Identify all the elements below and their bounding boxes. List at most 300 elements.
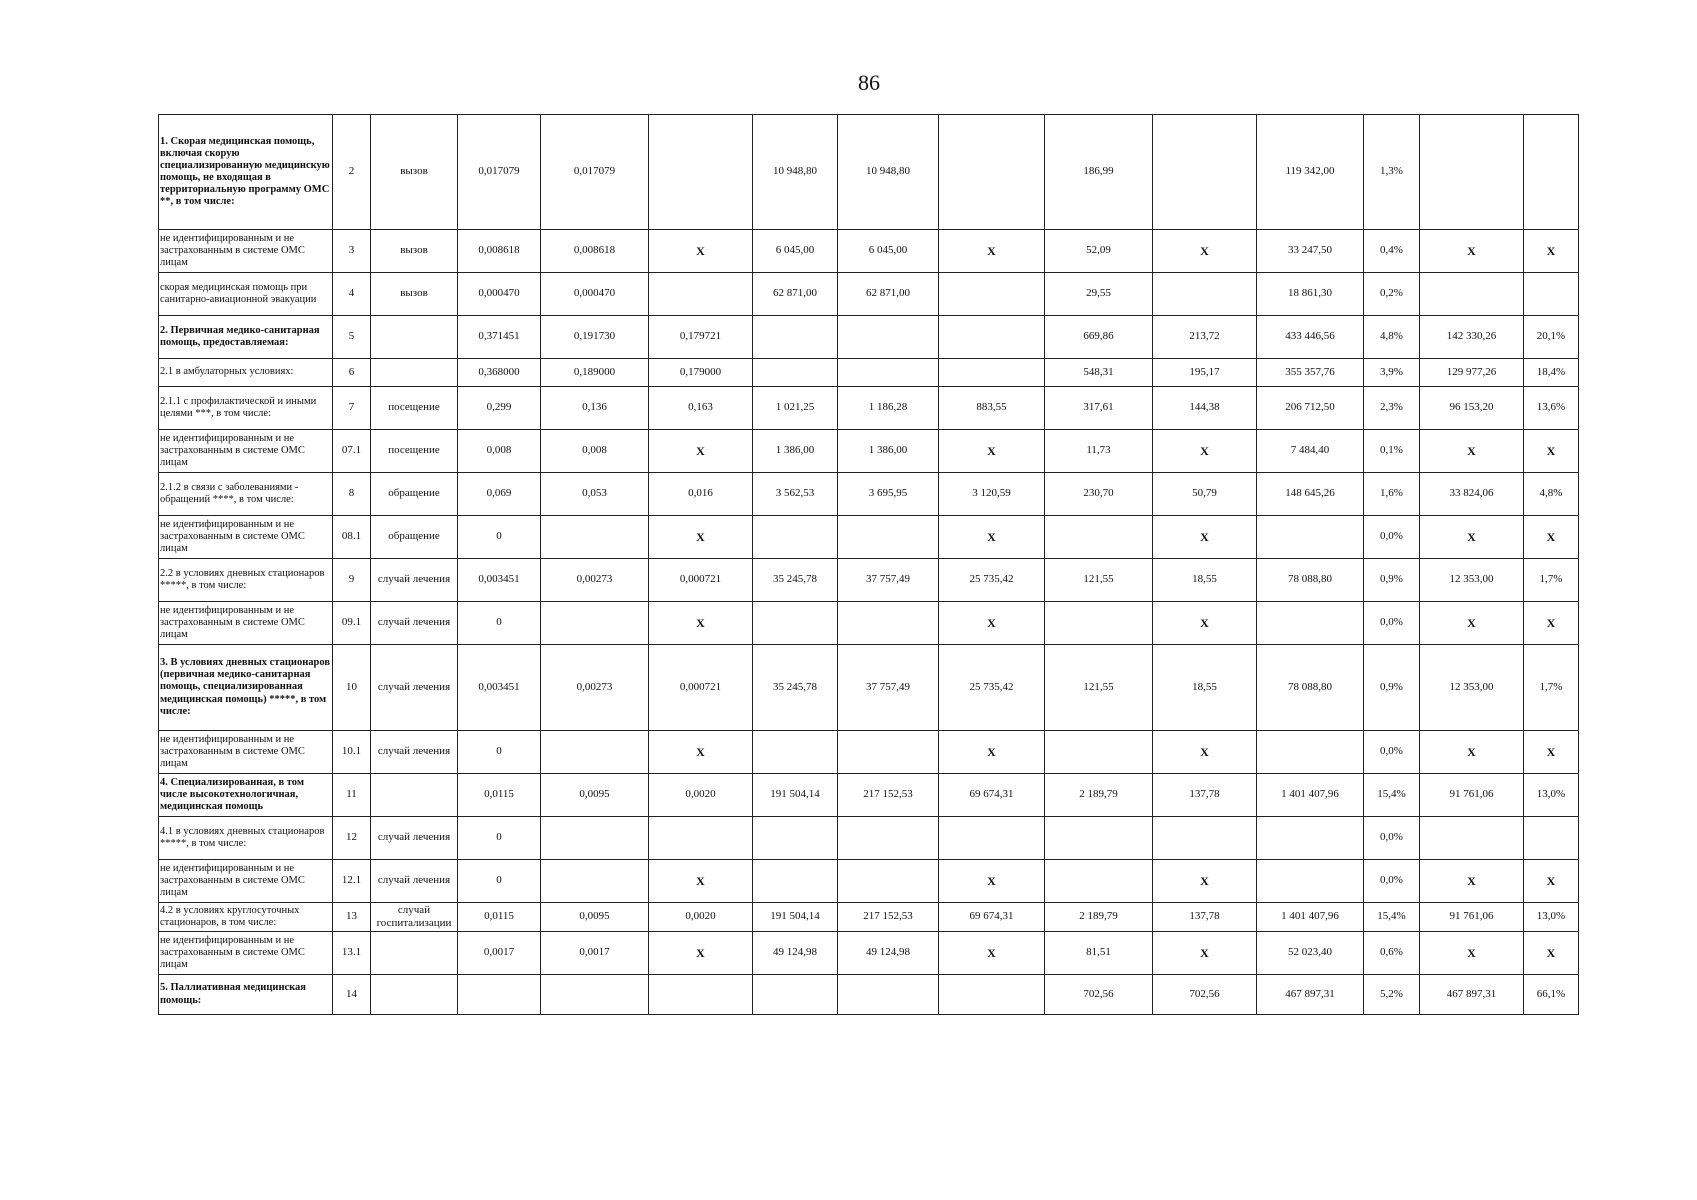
table-cell [371,316,458,359]
table-cell [1524,115,1579,230]
table-cell: 14 [333,975,371,1015]
table-cell: 96 153,20 [1420,387,1524,430]
table-cell: 33 247,50 [1257,230,1364,273]
table-cell: 0 [458,817,541,860]
table-cell: 148 645,26 [1257,473,1364,516]
row-label: 2.2 в условиях дневных стационаров *****, в том числе: [159,559,333,602]
table-cell: 467 897,31 [1420,975,1524,1015]
table-cell [541,731,649,774]
table-row [159,473,1579,516]
table-cell [1045,602,1153,645]
table-cell: X [939,860,1045,903]
table-cell: посещение [371,430,458,473]
row-label: скорая медицинская помощь при санитарно-авиационной эвакуации [159,273,333,316]
table-cell [838,817,939,860]
row-label: 2.1.1 с профилактической и иными целями ***, в том числе: [159,387,333,430]
table-cell: 1,3% [1364,115,1420,230]
table-cell [1045,817,1153,860]
table-cell [541,516,649,559]
table-cell: 1,7% [1524,559,1579,602]
table-cell: 0,4% [1364,230,1420,273]
table-cell: 121,55 [1045,645,1153,731]
table-cell [649,115,753,230]
table-cell: 09.1 [333,602,371,645]
table-cell: 20,1% [1524,316,1579,359]
table-cell: 08.1 [333,516,371,559]
table-cell: 91 761,06 [1420,774,1524,817]
table-row [159,645,1579,731]
table-cell [1257,602,1364,645]
table-cell: 69 674,31 [939,903,1045,932]
row-label: не идентифицированным и не застрахованным в системе ОМС лицам [159,516,333,559]
table-cell: X [649,230,753,273]
table-cell: 5,2% [1364,975,1420,1015]
table-cell: X [1420,430,1524,473]
table-cell: 0,000470 [541,273,649,316]
table-body [159,115,1579,1015]
table-cell: X [1153,932,1257,975]
table-cell [1420,115,1524,230]
table-cell [838,731,939,774]
table-cell: 18 861,30 [1257,273,1364,316]
table-cell: 1,7% [1524,645,1579,731]
table-cell [1524,273,1579,316]
table-cell: 5 [333,316,371,359]
table-cell [1153,273,1257,316]
table-cell [649,975,753,1015]
table-cell: X [1420,932,1524,975]
table-row [159,731,1579,774]
table-cell [939,273,1045,316]
table-cell: 49 124,98 [753,932,838,975]
row-label: 3. В условиях дневных стационаров (первичная медико-санитарная помощь, специализированная медицинская помощь) *****, в том числе: [159,645,333,731]
table-cell: 0,0% [1364,602,1420,645]
table-cell: X [1153,430,1257,473]
table-cell: 07.1 [333,430,371,473]
table-cell: 0,0020 [649,903,753,932]
table-cell: 37 757,49 [838,645,939,731]
table-cell [838,602,939,645]
table-cell: 25 735,42 [939,645,1045,731]
table-cell [1524,817,1579,860]
table-cell: 62 871,00 [838,273,939,316]
table-cell: 15,4% [1364,903,1420,932]
table-row [159,359,1579,387]
table-cell: 2 189,79 [1045,774,1153,817]
table-cell: 0,9% [1364,645,1420,731]
table-cell: X [1420,860,1524,903]
table-cell: X [1420,602,1524,645]
table-cell: 0,00273 [541,645,649,731]
table-cell: 0,0% [1364,860,1420,903]
table-row [159,817,1579,860]
table-cell: 0,0% [1364,731,1420,774]
table-cell: 12 353,00 [1420,645,1524,731]
table-cell: X [939,430,1045,473]
table-cell [753,731,838,774]
table-row [159,430,1579,473]
table-cell: X [649,602,753,645]
table-cell: 13 [333,903,371,932]
table-cell: 206 712,50 [1257,387,1364,430]
table-cell: X [649,516,753,559]
table-cell: 78 088,80 [1257,645,1364,731]
row-label: не идентифицированным и не застрахованным в системе ОМС лицам [159,731,333,774]
table-cell: 191 504,14 [753,774,838,817]
table-cell: X [649,860,753,903]
table-cell: 0,016 [649,473,753,516]
table-cell: 11,73 [1045,430,1153,473]
table-cell: X [939,230,1045,273]
table-cell: 3,9% [1364,359,1420,387]
table-cell: 12.1 [333,860,371,903]
table-cell: 6 [333,359,371,387]
table-cell: 3 562,53 [753,473,838,516]
table-cell: X [1153,516,1257,559]
table-cell: случай лечения [371,559,458,602]
table-cell: 13,0% [1524,903,1579,932]
table-cell: 0,008618 [541,230,649,273]
table-cell: X [1420,516,1524,559]
table-cell: X [1524,731,1579,774]
table-cell: X [939,932,1045,975]
table-row [159,903,1579,932]
table-cell [939,975,1045,1015]
row-label: 2.1.2 в связи с заболеваниями - обращений ****, в том числе: [159,473,333,516]
table-cell: X [649,932,753,975]
table-cell: X [1524,516,1579,559]
table-cell [541,975,649,1015]
table-cell: 0,0020 [649,774,753,817]
row-label: 4.1 в условиях дневных стационаров *****, в том числе: [159,817,333,860]
table-cell: 0,0095 [541,903,649,932]
table-cell: случай лечения [371,602,458,645]
table-cell: 62 871,00 [753,273,838,316]
table-cell: 0 [458,860,541,903]
table-cell: 69 674,31 [939,774,1045,817]
table-cell: 142 330,26 [1420,316,1524,359]
table-cell [753,516,838,559]
row-label: 2. Первичная медико-санитарная помощь, предоставляемая: [159,316,333,359]
table-cell: 230,70 [1045,473,1153,516]
table-cell: X [1153,602,1257,645]
table-cell: 0,008618 [458,230,541,273]
table-cell: случай лечения [371,645,458,731]
table-cell: 0,368000 [458,359,541,387]
table-cell [939,115,1045,230]
table-cell [753,860,838,903]
table-cell: случай госпитализации [371,903,458,932]
table-cell: 1 401 407,96 [1257,774,1364,817]
table-cell: 15,4% [1364,774,1420,817]
table-cell: 217 152,53 [838,774,939,817]
table-cell [939,817,1045,860]
row-label: 4.2 в условиях круглосуточных стационаров, в том числе: [159,903,333,932]
table-cell: 1,6% [1364,473,1420,516]
table-cell: 1 021,25 [753,387,838,430]
table-cell: X [1153,230,1257,273]
table-cell: случай лечения [371,731,458,774]
table-cell [838,359,939,387]
table-cell: X [1524,430,1579,473]
table-cell: 3 695,95 [838,473,939,516]
table-cell [649,273,753,316]
table-cell: 702,56 [1153,975,1257,1015]
table-cell [753,359,838,387]
table-cell: 35 245,78 [753,645,838,731]
table-cell: 137,78 [1153,774,1257,817]
table-cell: 0,000470 [458,273,541,316]
table-cell: 66,1% [1524,975,1579,1015]
table-cell: 78 088,80 [1257,559,1364,602]
table-cell: 0,00273 [541,559,649,602]
table-cell: 6 045,00 [838,230,939,273]
table-cell: 195,17 [1153,359,1257,387]
page-number: 86 [858,70,880,95]
table-cell: вызов [371,115,458,230]
table-cell: 317,61 [1045,387,1153,430]
table-cell: X [1524,602,1579,645]
table-cell: 13,0% [1524,774,1579,817]
row-label: не идентифицированным и не застрахованным в системе ОМС лицам [159,430,333,473]
row-label: 2.1 в амбулаторных условиях: [159,359,333,387]
table-row [159,559,1579,602]
table-cell [1420,817,1524,860]
table-row [159,932,1579,975]
table-cell: 0,189000 [541,359,649,387]
row-label: не идентифицированным и не застрахованным в системе ОМС лицам [159,602,333,645]
table-cell [371,975,458,1015]
table-cell: 0,053 [541,473,649,516]
table-cell [1045,860,1153,903]
table-cell: 0,163 [649,387,753,430]
table-cell: 0,371451 [458,316,541,359]
table-cell: 18,4% [1524,359,1579,387]
table-cell [838,316,939,359]
table-cell [753,817,838,860]
table-cell: обращение [371,516,458,559]
table-row [159,316,1579,359]
table-cell [371,932,458,975]
table-cell: 50,79 [1153,473,1257,516]
table-cell: X [649,731,753,774]
table-cell: 18,55 [1153,559,1257,602]
table-row [159,975,1579,1015]
table-cell: 9 [333,559,371,602]
table-cell: 0,008 [541,430,649,473]
table-cell: 0,1% [1364,430,1420,473]
table-cell: вызов [371,230,458,273]
table-cell [371,774,458,817]
table-cell: X [1420,731,1524,774]
table-cell: 3 [333,230,371,273]
table-cell: 8 [333,473,371,516]
table-cell: обращение [371,473,458,516]
table-row [159,774,1579,817]
table-cell: посещение [371,387,458,430]
table-cell [939,316,1045,359]
table-cell: 6 045,00 [753,230,838,273]
table-cell: 0,9% [1364,559,1420,602]
table-cell: 1 186,28 [838,387,939,430]
table-cell: 0 [458,516,541,559]
table-cell [753,975,838,1015]
table-cell: 35 245,78 [753,559,838,602]
table-cell: 0,003451 [458,645,541,731]
table-cell: 12 [333,817,371,860]
table-cell: 0,0017 [541,932,649,975]
table-cell [1045,731,1153,774]
table-cell: 33 824,06 [1420,473,1524,516]
table-cell: 0,017079 [458,115,541,230]
table-cell: вызов [371,273,458,316]
table-cell: 121,55 [1045,559,1153,602]
table-cell: 0,0% [1364,817,1420,860]
row-label: не идентифицированным и не застрахованным в системе ОМС лицам [159,860,333,903]
table-cell [939,359,1045,387]
table-cell [753,316,838,359]
table-cell: X [1153,731,1257,774]
table-cell: 191 504,14 [753,903,838,932]
table-cell: 0,179000 [649,359,753,387]
table-cell: 0,6% [1364,932,1420,975]
table-cell: 0,0% [1364,516,1420,559]
table-cell: 52 023,40 [1257,932,1364,975]
table-cell: 0,136 [541,387,649,430]
table-cell: 10.1 [333,731,371,774]
table-cell: 0,0017 [458,932,541,975]
table-cell: 25 735,42 [939,559,1045,602]
table-cell: X [939,516,1045,559]
table-cell: 2 189,79 [1045,903,1153,932]
table-row [159,516,1579,559]
table-cell: X [939,731,1045,774]
row-label: 4. Специализированная, в том числе высокотехнологичная, медицинская помощь [159,774,333,817]
table-cell: 217 152,53 [838,903,939,932]
table-cell: 186,99 [1045,115,1153,230]
table-cell: 548,31 [1045,359,1153,387]
table-cell [838,860,939,903]
table-cell: 0,017079 [541,115,649,230]
table-cell: 7 484,40 [1257,430,1364,473]
table-cell: X [649,430,753,473]
table-cell: 0,179721 [649,316,753,359]
table-row [159,387,1579,430]
table-cell: X [1524,860,1579,903]
table-cell: 91 761,06 [1420,903,1524,932]
table-cell [541,602,649,645]
table-cell: 29,55 [1045,273,1153,316]
table-cell [1420,273,1524,316]
table-cell: 433 446,56 [1257,316,1364,359]
table-cell: 7 [333,387,371,430]
table-cell: 0,003451 [458,559,541,602]
table-cell [649,817,753,860]
table-row [159,602,1579,645]
table-cell [1257,731,1364,774]
table-cell [458,975,541,1015]
table-cell: 0,000721 [649,559,753,602]
table-cell: 137,78 [1153,903,1257,932]
table-cell [1153,817,1257,860]
table-cell [1153,115,1257,230]
table-cell: 702,56 [1045,975,1153,1015]
table-cell: 669,86 [1045,316,1153,359]
table-cell [1257,860,1364,903]
row-label: 1. Скорая медицинская помощь, включая скорую специализированную медицинскую помощь, не входящая в территориальную программу ОМС **, в том числе: [159,115,333,230]
table-cell: 1 401 407,96 [1257,903,1364,932]
table-cell: 49 124,98 [838,932,939,975]
table-cell: 37 757,49 [838,559,939,602]
table-cell: 10 [333,645,371,731]
table-cell [541,817,649,860]
row-label: не идентифицированным и не застрахованным в системе ОМС лицам [159,230,333,273]
table-cell: 0,2% [1364,273,1420,316]
table-cell: 10 948,80 [838,115,939,230]
table-cell [838,975,939,1015]
table-cell: 4,8% [1524,473,1579,516]
table-cell [753,602,838,645]
table-cell [371,359,458,387]
table-cell: 13.1 [333,932,371,975]
table-cell: 467 897,31 [1257,975,1364,1015]
table-cell [1045,516,1153,559]
table-cell: 10 948,80 [753,115,838,230]
table-cell: X [939,602,1045,645]
row-label: не идентифицированным и не застрахованным в системе ОМС лицам [159,932,333,975]
table-cell: 0,0115 [458,774,541,817]
table-cell: 883,55 [939,387,1045,430]
table-cell: 13,6% [1524,387,1579,430]
table-cell [541,860,649,903]
table-cell: 81,51 [1045,932,1153,975]
table-row [159,115,1579,230]
table-cell: 144,38 [1153,387,1257,430]
table-cell: 119 342,00 [1257,115,1364,230]
table-cell: 11 [333,774,371,817]
table-cell: 18,55 [1153,645,1257,731]
table-cell: случай лечения [371,860,458,903]
table-cell: 0,0095 [541,774,649,817]
table-cell: 0,008 [458,430,541,473]
table-cell: 2 [333,115,371,230]
table-cell: 0,069 [458,473,541,516]
table-cell: 0,0115 [458,903,541,932]
table-cell: 355 357,76 [1257,359,1364,387]
table-cell: 129 977,26 [1420,359,1524,387]
row-label: 5. Паллиативная медицинская помощь: [159,975,333,1015]
table-row [159,860,1579,903]
table-cell: случай лечения [371,817,458,860]
table-cell: X [1420,230,1524,273]
table-cell: 52,09 [1045,230,1153,273]
table-cell: X [1524,932,1579,975]
table-cell: X [1153,860,1257,903]
table-cell: X [1524,230,1579,273]
table-cell [838,516,939,559]
program-cost-table [158,114,1579,1015]
table-row [159,273,1579,316]
table-cell: 213,72 [1153,316,1257,359]
table-cell: 3 120,59 [939,473,1045,516]
table-cell: 4 [333,273,371,316]
table-cell: 1 386,00 [753,430,838,473]
table-cell: 4,8% [1364,316,1420,359]
table-cell [1257,817,1364,860]
table-cell: 0,299 [458,387,541,430]
table-cell: 0 [458,731,541,774]
table-cell: 0,191730 [541,316,649,359]
